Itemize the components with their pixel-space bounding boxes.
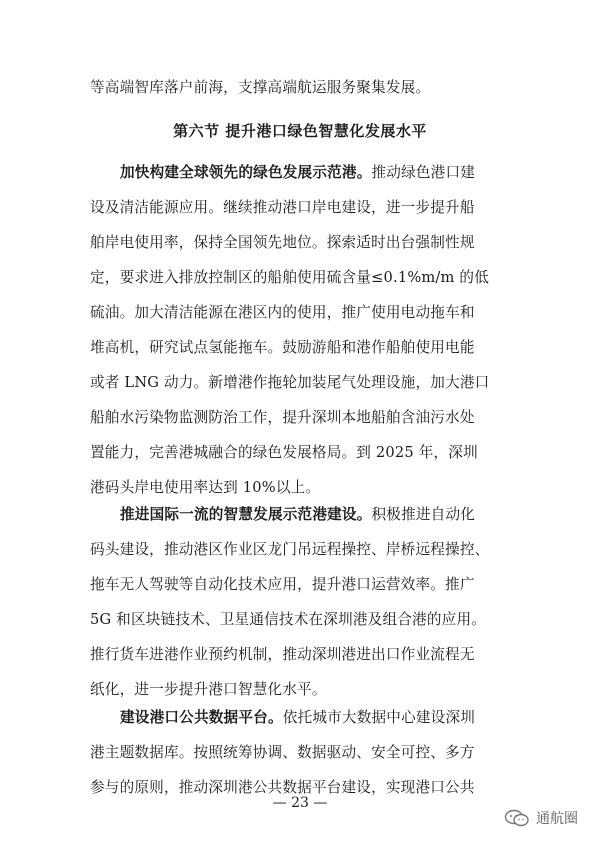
paragraph-text: 积极推进自动化 — [371, 506, 476, 523]
text-line: 拖车无人驾驶等自动化技术应用，提升港口运营效率。推广 — [90, 576, 475, 593]
watermark — [504, 808, 578, 828]
text-line: 硫油。加大清洁能源在港区内的使用，推广使用电动拖车和 — [90, 304, 475, 321]
text-line: 纸化，进一步提升港口智慧化水平。 — [90, 681, 327, 698]
text-line: 置能力，完善港城融合的绿色发展格局。到 2025 年，深圳 — [90, 444, 478, 461]
text-line: 码头建设，推动港区作业区龙门吊远程操控、岸桥远程操控、 — [90, 541, 490, 558]
text-line: 设及清洁能源应用。继续推动港口岸电建设，进一步提升船 — [90, 199, 475, 216]
text-line: 推行货车进港作业预约机制，推动深圳港进出口作业流程无 — [90, 646, 475, 663]
wechat-icon — [504, 809, 530, 827]
paragraph-first-line — [120, 505, 510, 525]
text-line: 港码头岸电使用率达到 10%以上。 — [90, 479, 321, 496]
text-line: 定，要求进入排放控制区的船舶使用硫含量≤0.1%m/m 的低 — [90, 269, 490, 286]
text-line: 船舶水污染物监测防治工作，提升深圳本地船舶含油污水处 — [90, 409, 475, 426]
text-line: 港主题数据库。按照统筹协调、数据驱动、安全可控、多方 — [90, 744, 475, 761]
page-number: — 23 — — [272, 795, 328, 811]
paragraph-title: 推进国际一流的智慧发展示范港建设。 — [120, 506, 372, 523]
paragraph-first-line — [120, 163, 510, 183]
paragraph-title: 建设港口公共数据平台。 — [120, 709, 283, 726]
paragraph-text: 推动绿色港口建 — [371, 164, 476, 181]
text-line: 或者 LNG 动力。新增港作拖轮加装尾气处理设施，加大港口 — [90, 374, 490, 391]
text-line: 5G 和区块链技术、卫星通信技术在深圳港及组合港的应用。 — [90, 611, 487, 628]
watermark-text: 通航圈 — [536, 811, 578, 827]
text-line: 舶岸电使用率，保持全国领先地位。探索适时出台强制性规 — [90, 234, 475, 251]
paragraph-text: 依托城市大数据中心建设深圳 — [282, 709, 476, 726]
text-line: 堆高机，研究试点氢能拖车。鼓励游船和港作船舶使用电能 — [90, 339, 475, 356]
text-line: 等高端智库落户前海，支撑高端航运服务聚集发展。 — [90, 79, 431, 96]
text-line: 参与的原则，推动深圳港公共数据平台建设，实现港口公共 — [90, 779, 475, 796]
paragraph-title: 加快构建全球领先的绿色发展示范港。 — [120, 164, 372, 181]
paragraph-first-line — [120, 708, 510, 728]
section-heading: 第六节 提升港口绿色智慧化发展水平 — [173, 122, 427, 140]
